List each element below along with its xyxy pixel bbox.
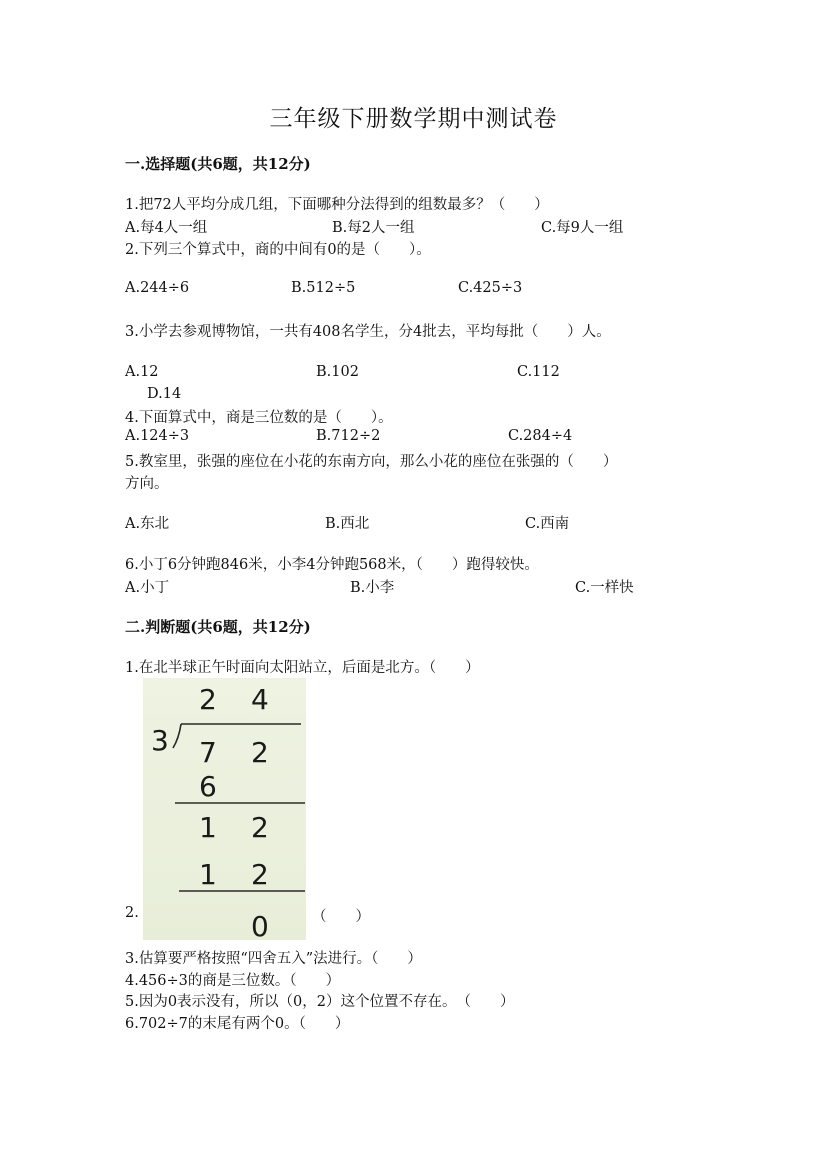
long-division-figure	[143, 678, 306, 940]
option-a: A.东北	[125, 516, 170, 532]
option-c: C.112	[517, 364, 560, 380]
final-remainder: 0	[251, 910, 269, 940]
question-stem: 6.小丁6分钟跑846米，小李4分钟跑568米，（ ）跑得较快。	[125, 557, 539, 573]
option-b: B.小李	[350, 580, 395, 596]
divisor: 3	[151, 724, 169, 757]
question-stem: 2.下列三个算式中，商的中间有0的是（ ）。	[125, 242, 431, 258]
option-a: A.小丁	[125, 580, 170, 596]
division-bracket	[173, 724, 181, 748]
option-c: C.284÷4	[508, 428, 573, 444]
question-stem-continued: 方向。	[125, 476, 169, 492]
option-b: B.每2人一组	[332, 220, 415, 236]
option-a: A.244÷6	[125, 280, 190, 296]
answer-blank: （ ）	[312, 909, 370, 925]
option-b: B.102	[316, 364, 359, 380]
remainder-digit: 2	[251, 811, 269, 844]
option-c: C.西南	[525, 516, 570, 532]
option-a: A.12	[125, 364, 159, 380]
question-stem: 1.在北半球正午时面向太阳站立，后面是北方。（ ）	[125, 660, 480, 676]
quotient-digit: 4	[251, 683, 269, 716]
question-stem: 3.小学去参观博物馆，一共有408名学生，分4批去，平均每批（ ）人。	[125, 324, 611, 340]
option-c: C.425÷3	[458, 280, 523, 296]
step-product: 6	[199, 770, 217, 803]
option-c: C.一样快	[575, 580, 634, 596]
step-product: 2	[251, 858, 269, 891]
option-b: B.西北	[325, 516, 370, 532]
dividend-digit: 2	[251, 736, 269, 769]
page-title: 三年级下册数学期中测试卷	[269, 106, 558, 132]
quotient-digit: 2	[199, 683, 217, 716]
option-d: D.14	[147, 386, 182, 402]
question-stem: 1.把72人平均分成几组，下面哪种分法得到的组数最多？（ ）	[125, 197, 549, 213]
question-number: 2.	[125, 905, 139, 921]
section-heading-judgement: 二.判断题(共6题，共12分)	[125, 618, 311, 636]
section-heading-choice: 一.选择题(共6题，共12分)	[125, 155, 311, 173]
question-stem: 5.因为0表示没有，所以（0，2）这个位置不存在。 （ ）	[125, 994, 515, 1010]
option-b: B.512÷5	[291, 280, 356, 296]
step-product: 1	[199, 858, 217, 891]
option-a: A.124÷3	[125, 428, 190, 444]
dividend-digit: 7	[199, 736, 217, 769]
option-c: C.每9人一组	[541, 220, 624, 236]
question-stem: 3.估算要严格按照“四舍五入”法进行。（ ）	[125, 951, 422, 967]
option-a: A.每4人一组	[125, 220, 208, 236]
option-b: B.712÷2	[316, 428, 381, 444]
question-stem: 4.456÷3的商是三位数。（ ）	[125, 973, 341, 989]
remainder-digit: 1	[199, 811, 217, 844]
question-stem: 5.教室里，张强的座位在小花的东南方向，那么小花的座位在张强的（ ）	[125, 454, 618, 470]
question-stem: 6.702÷7的末尾有两个0。（ ）	[125, 1016, 350, 1032]
question-stem: 4.下面算式中，商是三位数的是（ ）。	[125, 410, 393, 426]
